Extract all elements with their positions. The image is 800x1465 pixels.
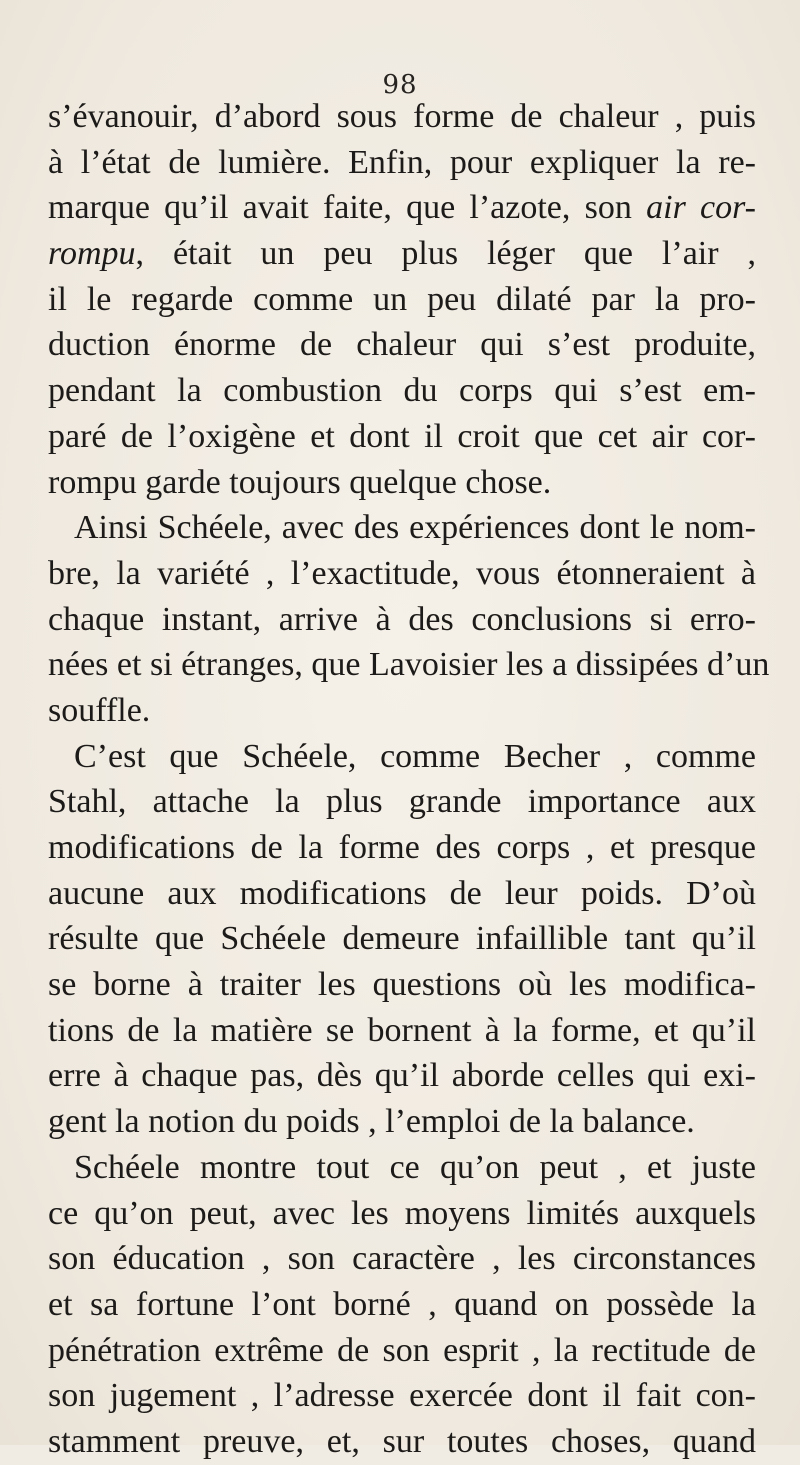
text-line: Ainsi Schéele, avec des expériences dont le nom-: [74, 509, 756, 547]
page-number: 98: [382, 70, 418, 100]
body-text: [48, 94, 770, 1465]
text-line: se borne à traiter les questions où les modifica-: [48, 966, 756, 1004]
text-line: [48, 185, 756, 231]
text-line: stamment preuve, et, sur toutes choses, quand: [48, 1422, 756, 1460]
text-line: pénétration extrême de son esprit , la rectitude de: [48, 1331, 756, 1369]
text-line: nées et si étranges, que Lavoisier les a dissipées d’un: [48, 646, 770, 684]
text-line: à l’état de lumière. Enfin, pour expliquer la re-: [48, 143, 756, 181]
text-line: ce qu’on peut, avec les moyens limités auxquels: [48, 1194, 756, 1232]
text-line: Schéele montre tout ce qu’on peut , et juste: [74, 1148, 756, 1186]
text-line: et sa fortune l’ont borné , quand on possède la: [48, 1285, 756, 1323]
text-line: paré de l’oxigène et dont il croit que cet air cor-: [48, 417, 756, 455]
text-line: erre à chaque pas, dès qu’il aborde celles qui exi-: [48, 1057, 756, 1095]
text-line: bre, la variété , l’exactitude, vous étonneraient à: [48, 554, 756, 592]
text-line: son éducation , son caractère , les circonstances: [48, 1240, 756, 1278]
text-line: chaque instant, arrive à des conclusions si erro-: [48, 600, 756, 638]
text-line: modifications de la forme des corps , et presque: [48, 829, 756, 866]
text-line: aucune aux modifications de leur poids. D’où: [48, 874, 756, 912]
italic-term: air cor-: [646, 189, 757, 227]
text-line: Stahl, attache la plus grande importance aux: [48, 783, 756, 821]
text-line: résulte que Schéele demeure infaillible tant qu’il: [48, 920, 756, 958]
text-line: souffle.: [48, 691, 151, 729]
text-fragment: , était un peu plus léger que l’air ,: [135, 235, 756, 273]
text-line: [48, 231, 756, 277]
text-line: s’évanouir, d’abord sous forme de chaleur , puis: [48, 98, 756, 135]
text-fragment: marque qu’il avait faite, que l’azote, son: [48, 189, 632, 227]
text-line: il le regarde comme un peu dilaté par la pro-: [48, 280, 756, 318]
text-line: son jugement , l’adresse exercée dont il fait con-: [48, 1377, 756, 1415]
text-line: gent la notion du poids , l’emploi de la balance.: [48, 1103, 695, 1141]
text-line: pendant la combustion du corps qui s’est em-: [48, 372, 756, 410]
text-line: tions de la matière se bornent à la forme, et qu’il: [48, 1011, 756, 1049]
text-line: duction énorme de chaleur qui s’est produite,: [48, 326, 756, 364]
text-line: rompu garde toujours quelque chose.: [48, 463, 552, 501]
text-line: C’est que Schéele, comme Becher , comme: [74, 737, 756, 775]
italic-term: rompu: [48, 235, 136, 273]
